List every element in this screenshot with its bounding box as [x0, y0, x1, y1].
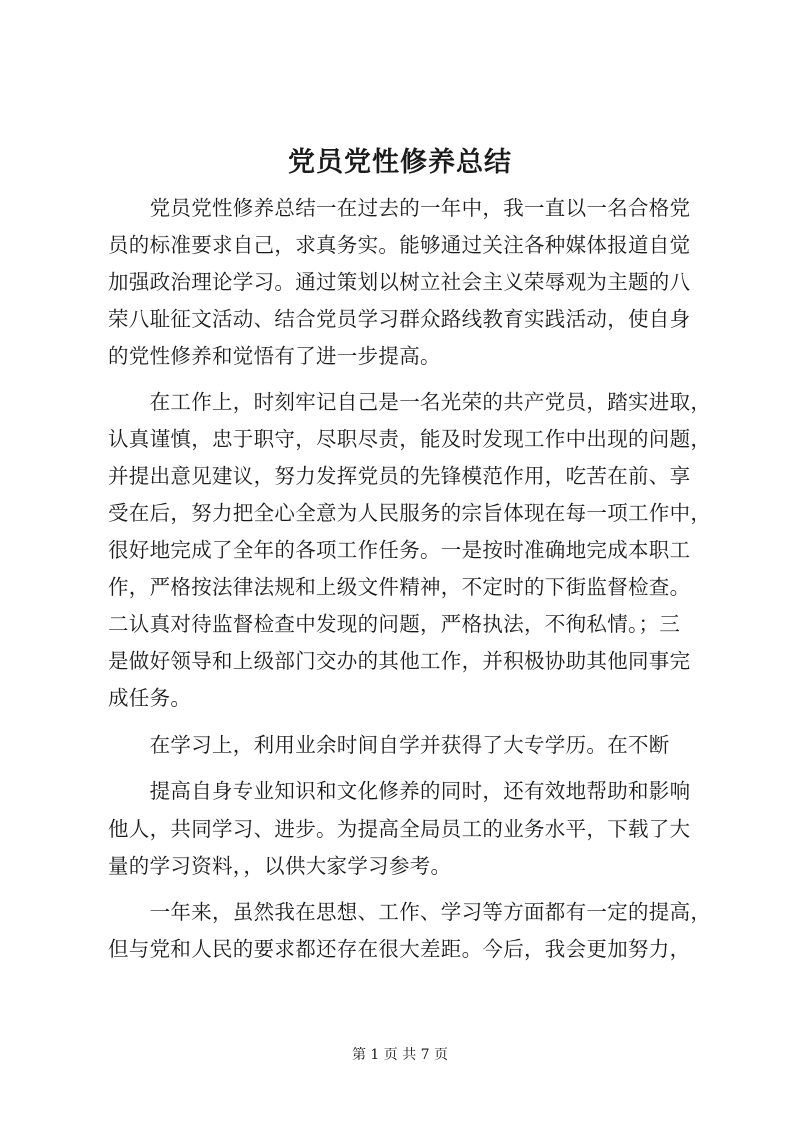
body-line: 受在后，努力把全心全意为人民服务的宗旨体现在每一项工作中，: [108, 501, 712, 525]
body-line: 的党性修养和觉悟有了进一步提高。: [108, 344, 441, 368]
document-title: 党员党性修养总结: [288, 147, 512, 178]
body-line: 一年来，虽然我在思想、工作、学习等方面都有一定的提高，: [108, 900, 712, 924]
body-line: 但与党和人民的要求都还存在很大差距。今后，我会更加努力，: [108, 937, 691, 961]
body-line: 在工作上，时刻牢记自己是一名光荣的共产党员，踏实进取，: [108, 390, 712, 414]
body-line: 员的标准要求自己，求真务实。能够通过关注各种媒体报道自觉: [108, 233, 691, 257]
body-line: 作，严格按法律法规和上级文件精神，不定时的下街监督检查。: [108, 575, 691, 599]
body-line: 成任务。: [108, 686, 192, 710]
body-line: 认真谨慎，忠于职守，尽职尽责，能及时发现工作中出现的问题，: [108, 427, 712, 451]
body-line: 他人，共同学习、进步。为提高全局员工的业务水平，下载了大: [108, 817, 691, 841]
body-line: 很好地完成了全年的各项工作任务。一是按时准确地完成本职工: [108, 538, 691, 562]
body-line: 在学习上，利用业余时间自学并获得了大专学历。在不断: [108, 733, 670, 757]
body-line: 荣八耻征文活动、结合党员学习群众路线教育实践活动，使自身: [108, 307, 691, 331]
body-line: 党员党性修养总结一在过去的一年中，我一直以一名合格党: [108, 196, 691, 220]
body-line: 并提出意见建议，努力发挥党员的先锋模范作用，吃苦在前、享: [108, 464, 691, 488]
body-line: 二认真对待监督检查中发现的问题，严格执法，不徇私情。；三: [108, 612, 681, 636]
body-line: 加强政治理论学习。通过策划以树立社会主义荣辱观为主题的八: [108, 270, 691, 294]
body-line: 提高自身专业知识和文化修养的同时，还有效地帮助和影响: [108, 779, 691, 803]
body-line: 是做好领导和上级部门交办的其他工作，并积极协助其他同事完: [108, 649, 691, 673]
page-footer: 第 1 页 共 7 页: [351, 1047, 449, 1063]
body-line: 量的学习资料，，以供大家学习参考。: [108, 854, 452, 878]
